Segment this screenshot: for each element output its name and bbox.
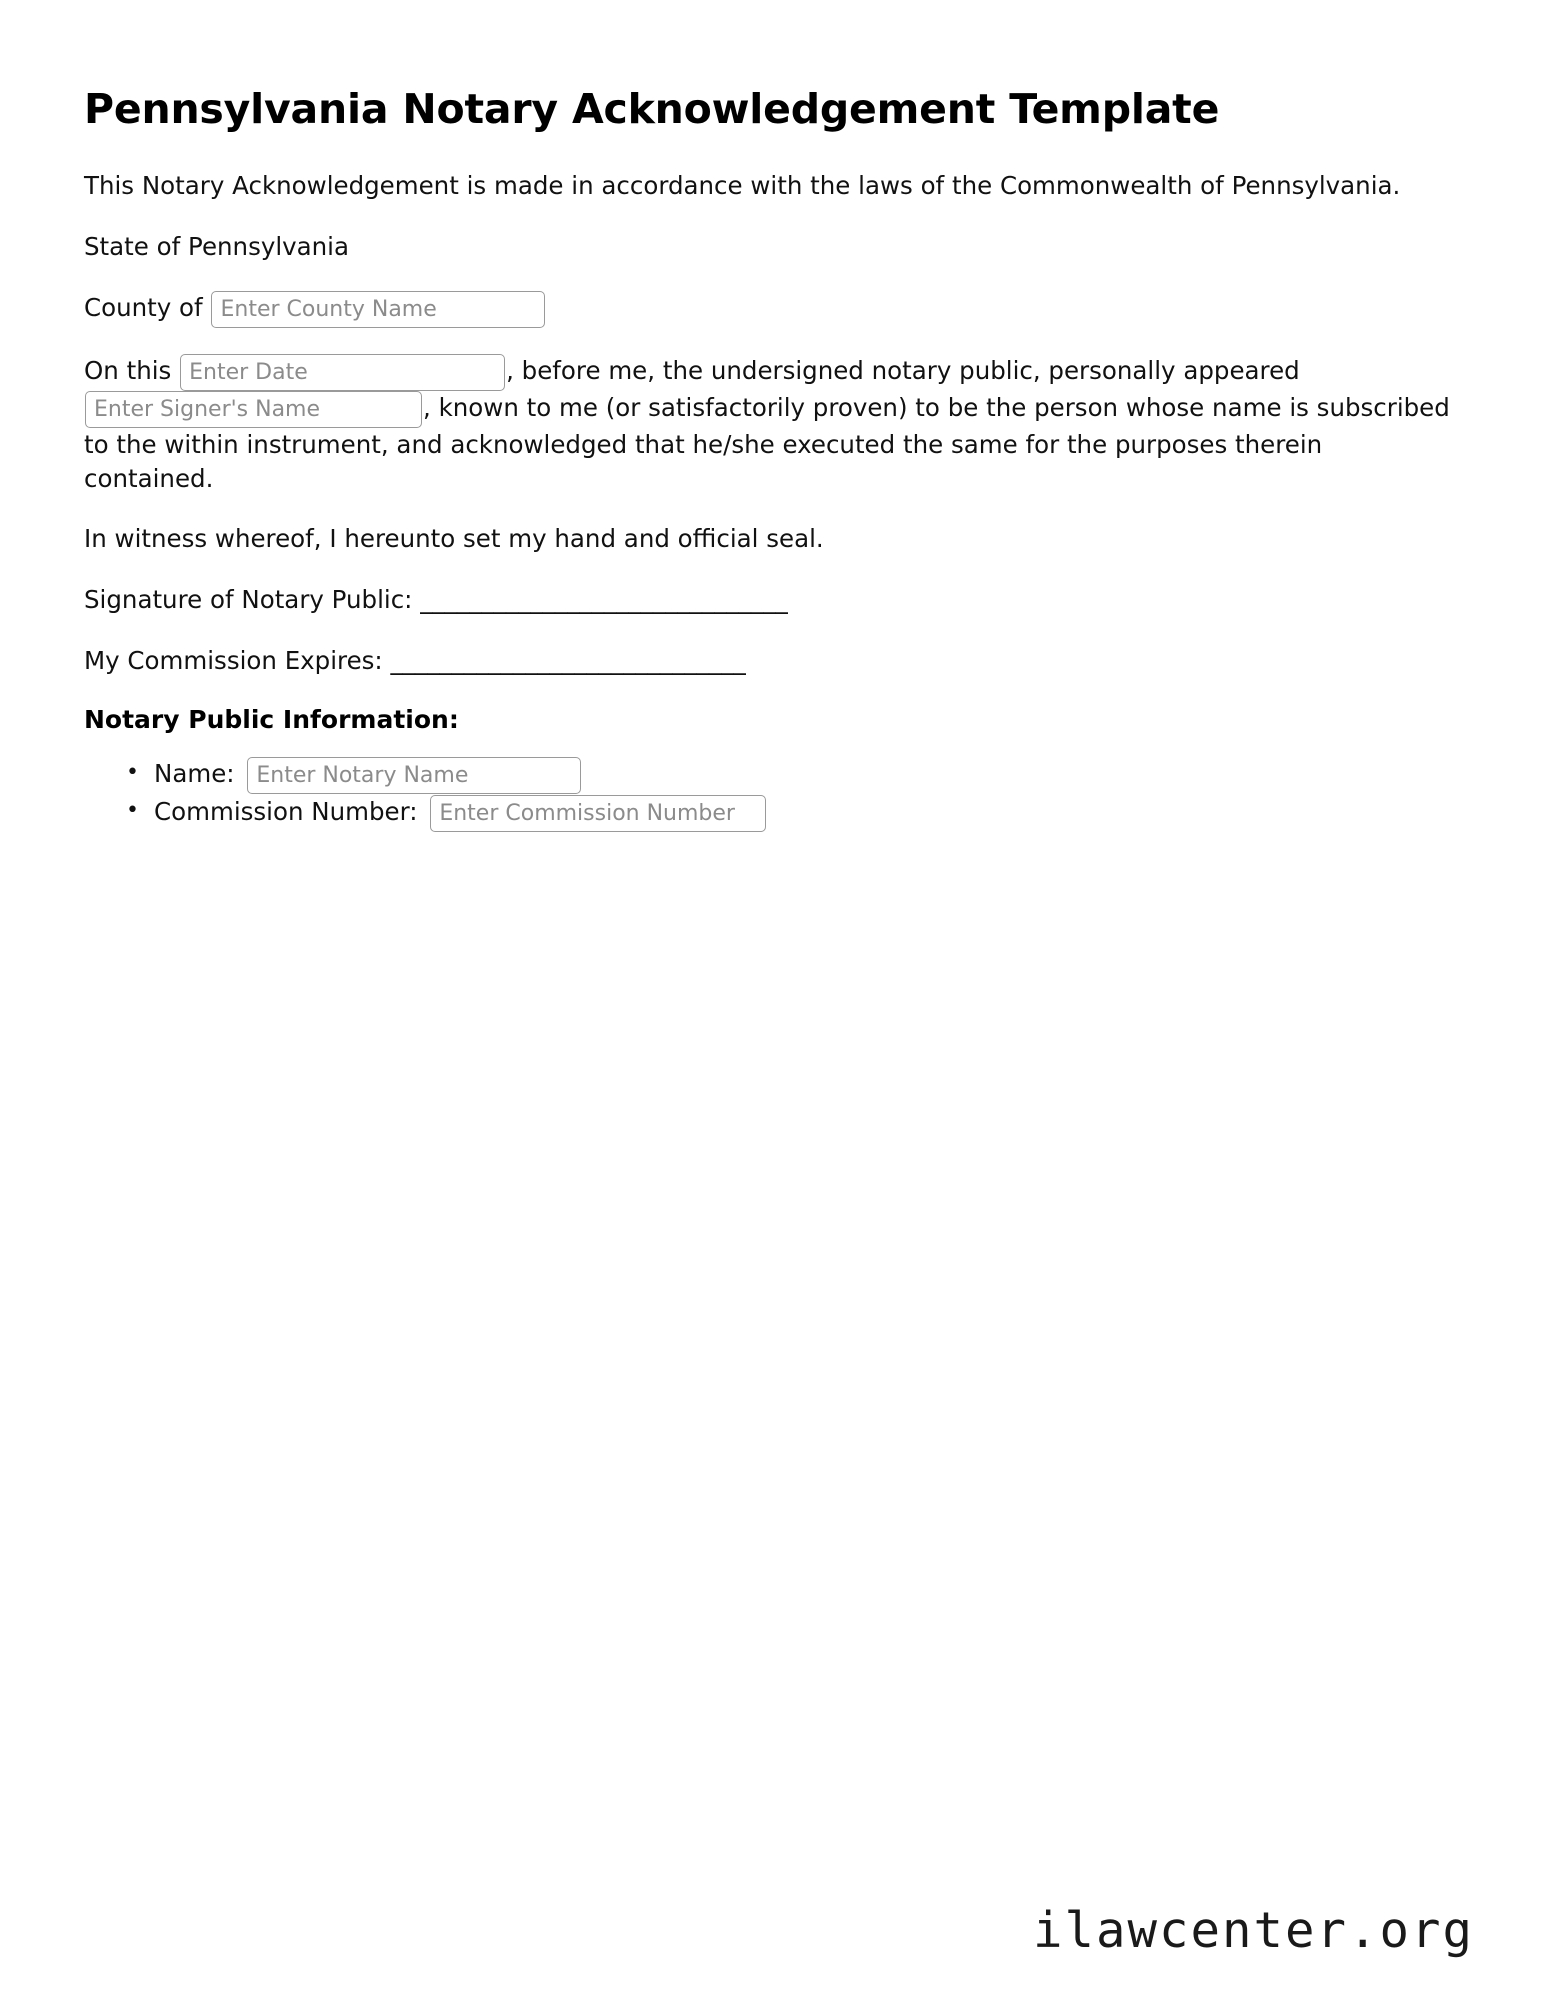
- list-item-commission-number: [154, 794, 1454, 832]
- commission-number-label: Commission Number:: [154, 796, 418, 826]
- county-line: [84, 291, 1454, 328]
- commission-expires-blank-line: _____________________________: [390, 646, 746, 676]
- footer-brand: ilawcenter.org: [1032, 1902, 1474, 1959]
- county-input[interactable]: [211, 291, 545, 328]
- state-line: State of Pennsylvania: [84, 232, 350, 262]
- commission-expires-label: My Commission Expires:: [84, 646, 383, 676]
- commission-number-input[interactable]: [430, 795, 766, 832]
- acknowledgement-paragraph: [84, 354, 1454, 496]
- list-item-notary-name: [154, 756, 1454, 794]
- signature-line-row: [84, 583, 1454, 617]
- signature-label: Signature of Notary Public:: [84, 585, 413, 615]
- date-input[interactable]: [180, 354, 505, 391]
- county-label: County of: [84, 292, 203, 322]
- acknowledgement-prefix: On this: [84, 355, 172, 385]
- intro-paragraph: This Notary Acknowledgement is made in accordance with the laws of the Commonwealth of Pennsylvania.: [84, 171, 1401, 201]
- page-title: Pennsylvania Notary Acknowledgement Template: [84, 85, 1220, 133]
- acknowledgement-after-signer: , known to me (or satisfactorily proven) to be the person whose name is subscribed to the within instrument, and acknowledged that he/she executed the same for the purposes therein contained.: [84, 392, 1450, 493]
- notary-name-input[interactable]: [247, 757, 581, 794]
- commission-expires-row: [84, 644, 1454, 678]
- acknowledgement-after-date: , before me, the undersigned notary public, personally appeared: [506, 355, 1300, 385]
- notary-name-label: Name:: [154, 758, 235, 788]
- signer-name-input[interactable]: [85, 391, 422, 428]
- witness-line: In witness whereof, I hereunto set my hand and official seal.: [84, 524, 824, 554]
- notary-info-heading: Notary Public Information:: [84, 704, 459, 734]
- signature-blank-line: ______________________________: [420, 585, 788, 615]
- notary-info-list: [84, 756, 1454, 832]
